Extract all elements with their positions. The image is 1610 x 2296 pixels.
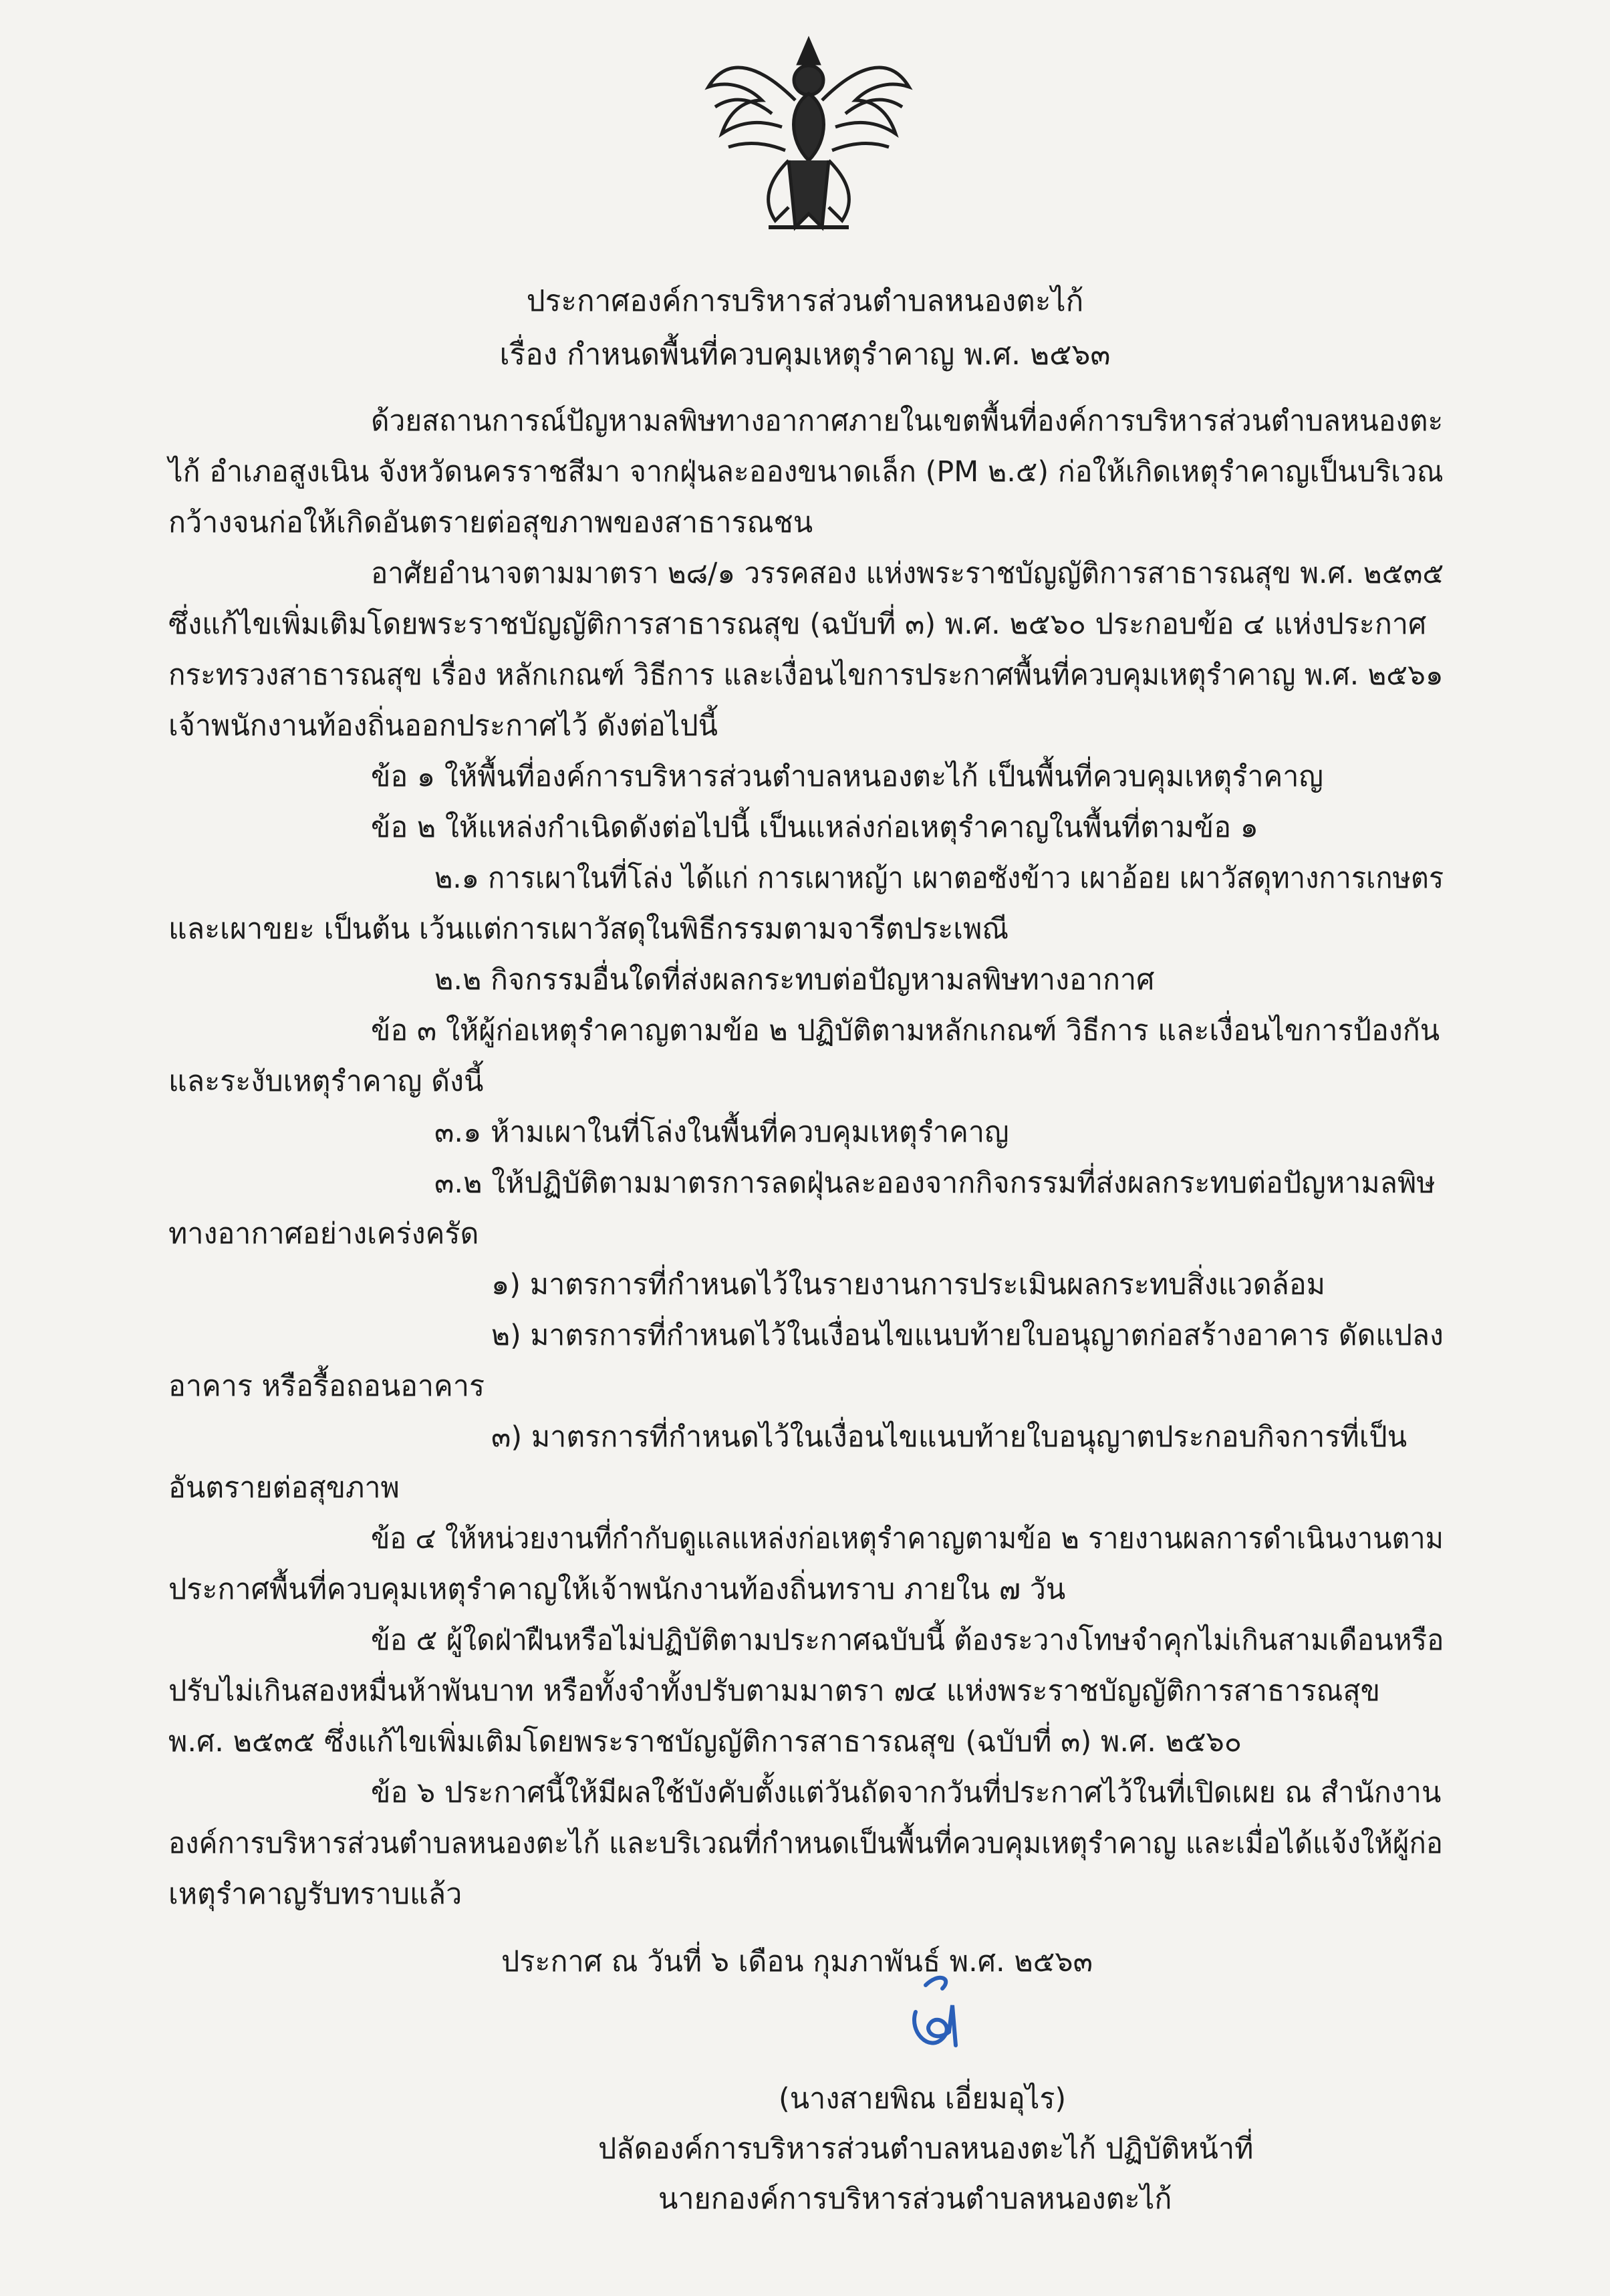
body-line: ข้อ ๓ ให้ผู้ก่อเหตุรำคาญตามข้อ ๒ ปฏิบัติตามหลักเกณฑ์ วิธีการ และเงื่อนไขการป้องกัน	[371, 1014, 1440, 1047]
body-line: ๓) มาตรการที่กำหนดไว้ในเงื่อนไขแนบท้ายใบอนุญาตประกอบกิจการที่เป็น	[491, 1420, 1407, 1454]
body-line: ๑) มาตรการที่กำหนดไว้ในรายงานการประเมินผลกระทบสิ่งแวดล้อม	[491, 1268, 1326, 1301]
signatory-position-2: นายกองค์การบริหารส่วนตำบลหนองตะไก้	[658, 2182, 1172, 2216]
title-line-2: เรื่อง กำหนดพื้นที่ควบคุมเหตุรำคาญ พ.ศ. ๒๕๖๓	[499, 338, 1111, 372]
body-line: กว้างจนก่อให้เกิดอันตรายต่อสุขภาพของสาธารณชน	[168, 506, 813, 539]
body-line: อาคาร หรือรื้อถอนอาคาร	[168, 1370, 485, 1403]
body-line: ๒.๑ การเผาในที่โล่ง ได้แก่ การเผาหญ้า เผาตอซังข้าว เผาอ้อย เผาวัสดุทางการเกษตร	[434, 862, 1444, 895]
body-line: ๒.๒ กิจกรรมอื่นใดที่ส่งผลกระทบต่อปัญหามลพิษทางอากาศ	[434, 963, 1155, 997]
body-line: พ.ศ. ๒๕๓๕ ซึ่งแก้ไขเพิ่มเติมโดยพระราชบัญญัติการสาธารณสุข (ฉบับที่ ๓) พ.ศ. ๒๕๖๐	[168, 1725, 1242, 1759]
signature-icon	[889, 1965, 982, 2065]
body-line: อันตรายต่อสุขภาพ	[168, 1471, 400, 1505]
body-line: ซึ่งแก้ไขเพิ่มเติมโดยพระราชบัญญัติการสาธารณสุข (ฉบับที่ ๓) พ.ศ. ๒๕๖๐ ประกอบข้อ ๔ แห่งประกาศ	[168, 608, 1427, 641]
body-line: ประกาศพื้นที่ควบคุมเหตุรำคาญให้เจ้าพนักงานท้องถิ่นทราบ ภายใน ๗ วัน	[168, 1573, 1066, 1606]
body-line: ข้อ ๖ ประกาศนี้ให้มีผลใช้บังคับตั้งแต่วันถัดจากวันที่ประกาศไว้ในที่เปิดเผย ณ สำนักงาน	[371, 1776, 1442, 1809]
body-line: ๒) มาตรการที่กำหนดไว้ในเงื่อนไขแนบท้ายใบอนุญาตก่อสร้างอาคาร ดัดแปลง	[491, 1319, 1444, 1352]
body-line: องค์การบริหารส่วนตำบลหนองตะไก้ และบริเวณที่กำหนดเป็นพื้นที่ควบคุมเหตุรำคาญ และเมื่อได้แจ้งให้ผู้ก่อ	[168, 1827, 1443, 1860]
body-line: เจ้าพนักงานท้องถิ่นออกประกาศไว้ ดังต่อไปนี้	[168, 709, 718, 743]
body-line: ทางอากาศอย่างเคร่งครัด	[168, 1217, 479, 1251]
signatory-position-1: ปลัดองค์การบริหารส่วนตำบลหนองตะไก้ ปฏิบัติหน้าที่	[598, 2132, 1254, 2166]
garuda-emblem-icon	[688, 27, 929, 241]
body-line: ๓.๑ ห้ามเผาในที่โล่งในพื้นที่ควบคุมเหตุรำคาญ	[434, 1116, 1009, 1149]
body-line: และเผาขยะ เป็นต้น เว้นแต่การเผาวัสดุในพิธีกรรมตามจารีตประเพณี	[168, 912, 1009, 946]
title-line-1: ประกาศองค์การบริหารส่วนตำบลหนองตะไก้	[526, 284, 1084, 318]
body-line: ข้อ ๔ ให้หน่วยงานที่กำกับดูแลแหล่งก่อเหตุรำคาญตามข้อ ๒ รายงานผลการดำเนินงานตาม	[371, 1522, 1444, 1555]
body-line: ด้วยสถานการณ์ปัญหามลพิษทางอากาศภายในเขตพื้นที่องค์การบริหารส่วนตำบลหนองตะ	[371, 404, 1444, 438]
body-line: อาศัยอำนาจตามมาตรา ๒๘/๑ วรรคสอง แห่งพระราชบัญญัติการสาธารณสุข พ.ศ. ๒๕๓๕	[371, 557, 1444, 590]
body-line: เหตุรำคาญรับทราบแล้ว	[168, 1878, 462, 1911]
signatory-name: (นางสายพิณ เอี่ยมอุไร)	[779, 2082, 1067, 2116]
body-line: ข้อ ๒ ให้แหล่งกำเนิดดังต่อไปนี้ เป็นแหล่งก่อเหตุรำคาญในพื้นที่ตามข้อ ๑	[371, 811, 1258, 844]
body-line: กระทรวงสาธารณสุข เรื่อง หลักเกณฑ์ วิธีการ และเงื่อนไขการประกาศพื้นที่ควบคุมเหตุรำคาญ พ.ศ. ๒๕๖๑	[168, 658, 1444, 692]
body-line: ปรับไม่เกินสองหมื่นห้าพันบาท หรือทั้งจำทั้งปรับตามมาตรา ๗๔ แห่งพระราชบัญญัติการสาธารณสุข	[168, 1674, 1381, 1708]
body-line: ๓.๒ ให้ปฏิบัติตามมาตรการลดฝุ่นละอองจากกิจกรรมที่ส่งผลกระทบต่อปัญหามลพิษ	[434, 1166, 1436, 1200]
body-line: ข้อ ๑ ให้พื้นที่องค์การบริหารส่วนตำบลหนองตะไก้ เป็นพื้นที่ควบคุมเหตุรำคาญ	[371, 760, 1324, 793]
body-line: ข้อ ๕ ผู้ใดฝ่าฝืนหรือไม่ปฏิบัติตามประกาศฉบับนี้ ต้องระวางโทษจำคุกไม่เกินสามเดือนหรือ	[371, 1624, 1444, 1657]
body-line: และระงับเหตุรำคาญ ดังนี้	[168, 1065, 484, 1098]
announcement-date: ประกาศ ณ วันที่ ๖ เดือน กุมภาพันธ์ พ.ศ. ๒๕๖๓	[501, 1945, 1093, 1979]
body-line: ไก้ อำเภอสูงเนิน จังหวัดนครราชสีมา จากฝุ่นละอองขนาดเล็ก (PM ๒.๕) ก่อให้เกิดเหตุรำคาญเป็นบริเวณ	[168, 455, 1444, 489]
